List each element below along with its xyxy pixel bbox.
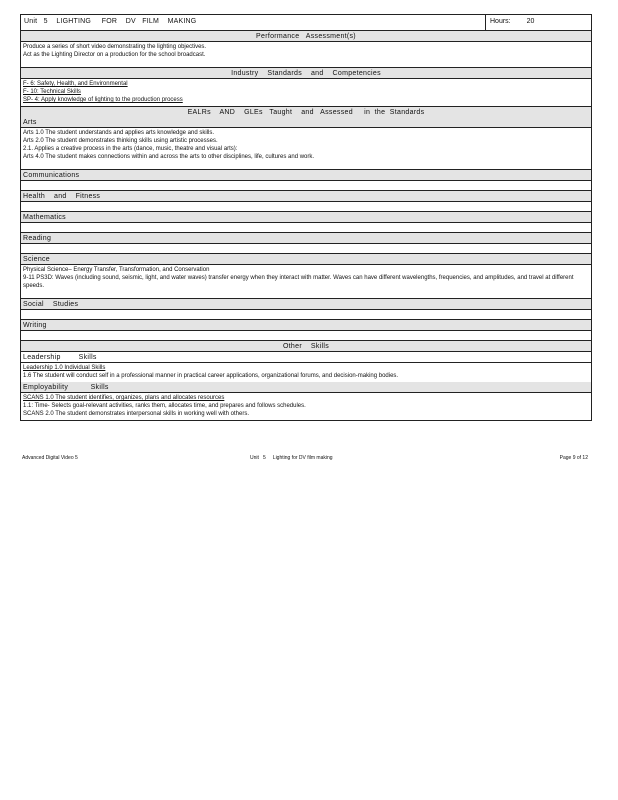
ealrs-heading: EALRs AND GLEs Taught and Assessed in the Standards bbox=[21, 107, 591, 118]
leadership-line: 1.6 The student will conduct self in a professional manner in practical career applications, organizational forums, and decision-making bodies. bbox=[23, 373, 399, 379]
unit-title: Unit 5 LIGHTING FOR DV FILM MAKING bbox=[21, 15, 486, 30]
leadership-label: Leadership Skills bbox=[21, 352, 591, 363]
employability-label: Employability Skills bbox=[21, 382, 591, 393]
performance-body bbox=[21, 42, 591, 68]
writing-label: Writing bbox=[21, 320, 591, 331]
health-label: Health and Fitness bbox=[21, 191, 591, 202]
arts-line: Arts 1.0 The student understands and applies arts knowledge and skills. bbox=[23, 130, 215, 136]
science-label: Science bbox=[21, 254, 591, 265]
industry-standard-item: SP- 4: Apply knowledge of lighting to the production process bbox=[23, 97, 183, 103]
employability-body bbox=[21, 393, 591, 421]
hours-value: 20 bbox=[526, 18, 535, 25]
industry-standard-item: F- 10: Technical Skills bbox=[23, 89, 81, 95]
communications-label: Communications bbox=[21, 170, 591, 181]
performance-line: Produce a series of short video demonstrating the lighting objectives. bbox=[23, 44, 207, 50]
industry-body bbox=[21, 79, 591, 107]
employability-line: SCANS 2.0 The student demonstrates interpersonal skills in working well with others. bbox=[23, 411, 249, 417]
leadership-body bbox=[21, 363, 591, 382]
industry-standard-item: F- 6: Safety, Health, and Environmental bbox=[23, 81, 128, 87]
hours-label: Hours: bbox=[490, 18, 511, 25]
science-line: 9-11 PS3D: Waves (including sound, seismic, light, and water waves) transfer energy when they interact with matter. Waves can have different wavelengths, frequencies, and amplitudes, and travel at different speeds. bbox=[23, 275, 574, 289]
mathematics-label: Mathematics bbox=[21, 212, 591, 223]
footer-unit: Unit 5 Lighting for DV film making bbox=[250, 455, 333, 461]
arts-line: Arts 4.0 The student makes connections within and across the arts to other disciplines, life, cultures and work. bbox=[23, 154, 315, 160]
curriculum-sheet bbox=[20, 14, 592, 421]
reading-label: Reading bbox=[21, 233, 591, 244]
unit-header-row bbox=[21, 15, 591, 31]
science-line: Physical Science– Energy Transfer, Transformation, and Conservation bbox=[23, 267, 210, 273]
footer-page-number: Page 9 of 12 bbox=[559, 455, 588, 461]
performance-heading: Performance Assessment(s) bbox=[21, 31, 591, 42]
employability-line: 1.1: Time- Selects goal-relevant activities, ranks them, allocates time, and prepares and follows schedules. bbox=[23, 403, 306, 409]
health-body bbox=[21, 202, 591, 212]
social-studies-body bbox=[21, 310, 591, 320]
communications-body bbox=[21, 181, 591, 191]
arts-body bbox=[21, 128, 591, 170]
arts-label: Arts bbox=[21, 117, 591, 128]
other-skills-heading: Other Skills bbox=[21, 341, 591, 352]
writing-body bbox=[21, 331, 591, 341]
social-studies-label: Social Studies bbox=[21, 299, 591, 310]
industry-heading: Industry Standards and Competencies bbox=[21, 68, 591, 79]
science-body bbox=[21, 265, 591, 299]
footer-course: Advanced Digital Video 5 bbox=[22, 455, 78, 461]
arts-line: Arts 2.0 The student demonstrates thinking skills using artistic processes. bbox=[23, 138, 218, 144]
leadership-line: Leadership 1.0 Individual Skills bbox=[23, 365, 106, 371]
mathematics-body bbox=[21, 223, 591, 233]
hours-cell bbox=[486, 15, 591, 30]
performance-line: Act as the Lighting Director on a production for the school broadcast. bbox=[23, 52, 206, 58]
employability-line: SCANS 1.0 The student identifies, organizes, plans and allocates resources bbox=[23, 395, 225, 401]
arts-line: 2.1. Applies a creative process in the arts (dance, music, theatre and visual arts): bbox=[23, 146, 238, 152]
reading-body bbox=[21, 244, 591, 254]
